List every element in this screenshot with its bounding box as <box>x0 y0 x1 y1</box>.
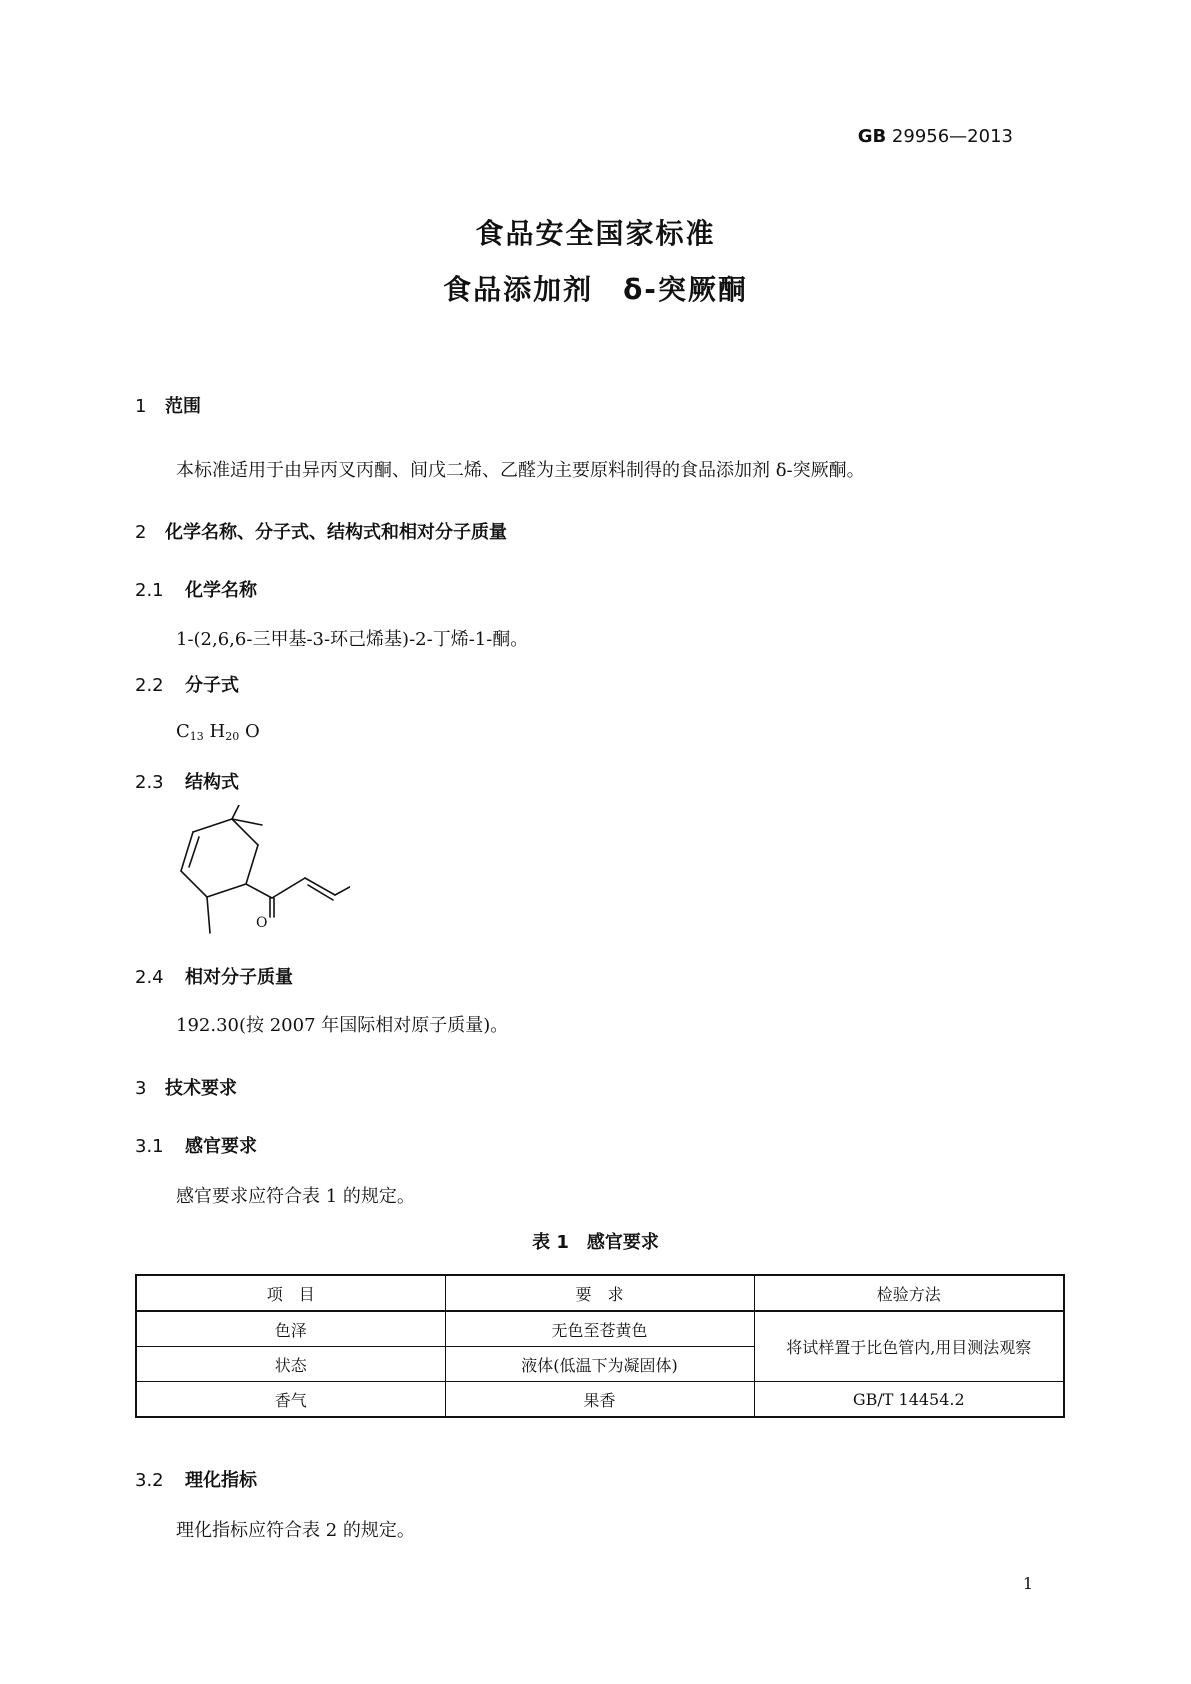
section-title: 化学名称 <box>185 580 257 601</box>
section-3-2-heading <box>135 1466 257 1492</box>
section-2-2-heading <box>135 671 239 697</box>
structural-formula <box>160 805 350 945</box>
standard-code: 29956—2013 <box>891 126 1013 147</box>
section-number: 3 <box>135 1078 147 1099</box>
cell-item: 状态 <box>136 1347 445 1382</box>
document-subtitle: 食品添加剂 δ-突厥酮 <box>443 273 748 306</box>
molecular-mass: 192.30(按 2007 年国际相对原子质量)。 <box>176 1015 509 1036</box>
section-number: 2.4 <box>135 967 164 988</box>
cell-requirement: 无色至苍黄色 <box>445 1311 754 1347</box>
header-requirement: 要 求 <box>445 1275 754 1311</box>
section-number: 2.2 <box>135 675 164 696</box>
table-header-row <box>136 1275 1064 1311</box>
section-title: 感官要求 <box>185 1136 257 1157</box>
section-1-text: 本标准适用于由异丙叉丙酮、间戊二烯、乙醛为主要原料制得的食品添加剂 δ-突厥酮。 <box>176 460 865 481</box>
cell-method: GB/T 14454.2 <box>754 1382 1064 1418</box>
section-2-1-heading <box>135 576 257 602</box>
table-row <box>136 1382 1064 1418</box>
structure-oxygen-label: O <box>256 915 268 931</box>
header-item: 项 目 <box>136 1275 445 1311</box>
table-row <box>136 1311 1064 1347</box>
section-title: 技术要求 <box>165 1078 237 1099</box>
sensory-requirements-table <box>135 1274 1065 1418</box>
section-3-1-heading <box>135 1132 257 1158</box>
section-3-heading <box>135 1074 237 1100</box>
section-3-1-text: 感官要求应符合表 1 的规定。 <box>176 1186 415 1207</box>
header-method: 检验方法 <box>754 1275 1064 1311</box>
table-1-caption: 表 1 感官要求 <box>532 1232 659 1253</box>
section-number: 3.1 <box>135 1136 164 1157</box>
section-2-3-heading <box>135 768 239 794</box>
standard-number <box>858 126 1013 147</box>
cell-requirement: 液体(低温下为凝固体) <box>445 1347 754 1382</box>
cell-item: 香气 <box>136 1382 445 1418</box>
section-number: 2.1 <box>135 580 164 601</box>
cell-requirement: 果香 <box>445 1382 754 1418</box>
section-number: 1 <box>135 396 147 417</box>
section-1-heading <box>135 392 201 418</box>
section-number: 2.3 <box>135 772 164 793</box>
cell-method-merged: 将试样置于比色管内,用目测法观察 <box>754 1311 1064 1382</box>
section-number: 3.2 <box>135 1470 164 1491</box>
section-2-4-heading <box>135 963 293 989</box>
section-title: 范围 <box>165 396 201 417</box>
section-title: 相对分子质量 <box>185 967 293 988</box>
molecular-formula: $C_{13}$ $H_{20}$ O <box>176 721 260 743</box>
section-title: 理化指标 <box>185 1470 257 1491</box>
section-title: 结构式 <box>185 772 239 793</box>
document-title: 食品安全国家标准 <box>475 217 716 250</box>
section-title: 分子式 <box>185 675 239 696</box>
standard-prefix: GB <box>857 126 887 147</box>
section-2-heading <box>135 518 507 544</box>
page-number: 1 <box>1022 1574 1033 1593</box>
section-title: 化学名称、分子式、结构式和相对分子质量 <box>165 522 507 543</box>
cell-item: 色泽 <box>136 1311 445 1347</box>
chemical-name: 1-(2,6,6-三甲基-3-环己烯基)-2-丁烯-1-酮。 <box>176 629 529 650</box>
section-3-2-text: 理化指标应符合表 2 的规定。 <box>176 1520 415 1541</box>
section-number: 2 <box>135 522 147 543</box>
